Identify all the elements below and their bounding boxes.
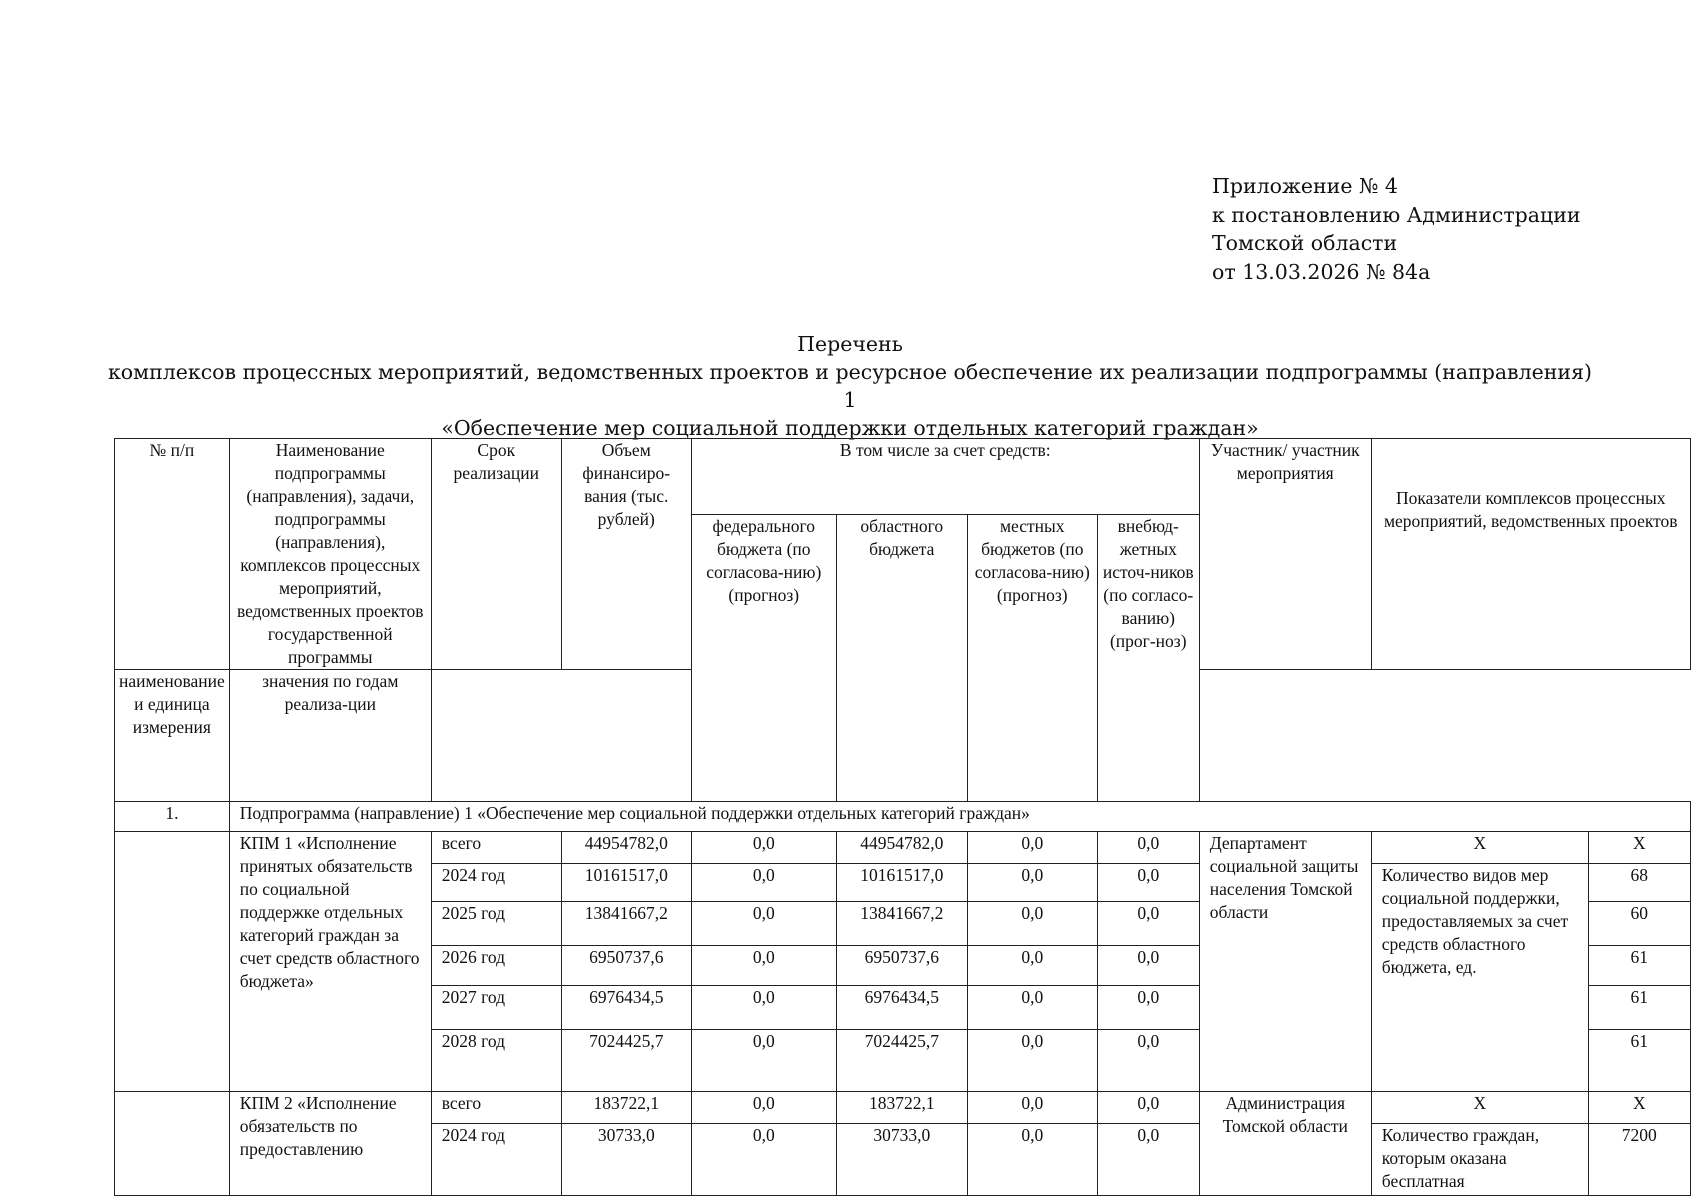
appendix-line-4: от 13.03.2026 № 84а [1212,259,1431,284]
appendix-block [1212,172,1581,286]
header-including: В том числе за счет средств: [691,439,1199,515]
document-title [100,330,1600,442]
header-num: № п/п [115,439,230,670]
header-federal: федерального бюджета (по согласова-нию) (прогноз) [691,515,836,802]
kpm1-participant: Департамент социальной защиты населения Томской области [1199,832,1371,1092]
header-ind-values: значения по годам реализа-ции [229,670,431,802]
appendix-line-3: Томской области [1212,231,1398,255]
header-name: Наименование подпрограммы (направления), задачи, подпрограммы (направления), комплексов процессных мероприятий, ведомственных проектов государственной программы [229,439,431,670]
section-num: 1. [115,802,230,832]
kpm2-participant: Администрация Томской области [1199,1092,1371,1196]
kpm2-indicator-name: Количество граждан, которым оказана бесплатная [1371,1124,1588,1196]
appendix-line-1: Приложение № 4 [1212,174,1398,198]
table-row: 2027 год 6976434,5 0,0 6976434,5 0,0 0,0 61 [115,986,1691,1030]
header-offbudget: внебюд-жетных источ-ников (по согласо-ванию) (прог-ноз) [1097,515,1199,802]
title-line-3: «Обеспечение мер социальной поддержки отдельных категорий граждан» [441,416,1259,440]
header-local: местных бюджетов (по согласова-нию) (прогноз) [967,515,1097,802]
kpm1-name: КПМ 1 «Исполнение принятых обязательств по социальной поддержке отдельных категорий граждан за счет средств областного бюджета» [229,832,431,1092]
title-line-1: Перечень [797,332,903,356]
section-title: Подпрограмма (направление) 1 «Обеспечение мер социальной поддержки отдельных категорий граждан» [229,802,1690,832]
table-row: 2028 год 7024425,7 0,0 7024425,7 0,0 0,0 61 [115,1030,1691,1092]
header-term: Срок реализации [431,439,561,670]
title-line-2: комплексов процессных мероприятий, ведомственных проектов и ресурсное обеспечение их реализации подпрограммы (направления) 1 [107,360,1593,412]
table-row: 2025 год 13841667,2 0,0 13841667,2 0,0 0,0 60 [115,902,1691,946]
kpm1-indicator-all: Х [1371,832,1588,864]
section-row [115,802,1691,832]
program-table [114,438,1691,1196]
table-row: 2026 год 6950737,6 0,0 6950737,6 0,0 0,0 61 [115,946,1691,986]
header-indicators: Показатели комплексов процессных мероприятий, ведомственных проектов [1371,439,1690,670]
header-participant: Участник/ участник мероприятия [1199,439,1371,670]
header-row-1 [115,439,1691,515]
kpm2-indicator-all: Х [1371,1092,1588,1124]
table-row: КПМ 2 «Исполнение обязательств по предоставлению всего 183722,1 0,0 183722,1 0,0 0,0 Администрация Томской области Х Х [115,1092,1691,1124]
kpm1-indicator-name: Количество видов мер социальной поддержки, предоставляемых за счет средств областного бюджета, ед. [1371,864,1588,1092]
table-row: 2024 год 30733,0 0,0 30733,0 0,0 0,0 Количество граждан, которым оказана бесплатная 7200 [115,1124,1691,1196]
kpm2-name: КПМ 2 «Исполнение обязательств по предоставлению [229,1092,431,1196]
table-row: 2024 год 10161517,0 0,0 10161517,0 0,0 0,0 Количество видов мер социальной поддержки, предоставляемых за счет средств областного бюджета, ед. 68 [115,864,1691,902]
appendix-line-2: к постановлению Администрации [1212,202,1581,227]
header-regional: областного бюджета [836,515,967,802]
header-volume: Объем финансиро-вания (тыс. рублей) [561,439,691,670]
header-ind-name: наименование и единица измерения [115,670,230,802]
table-row: КПМ 1 «Исполнение принятых обязательств по социальной поддержке отдельных категорий граждан за счет средств областного бюджета» всего 44954782,0 0,0 44954782,0 0,0 0,0 Департамент социальной защиты населения Томской области Х Х [115,832,1691,864]
kpm1-term: всего [431,832,561,864]
